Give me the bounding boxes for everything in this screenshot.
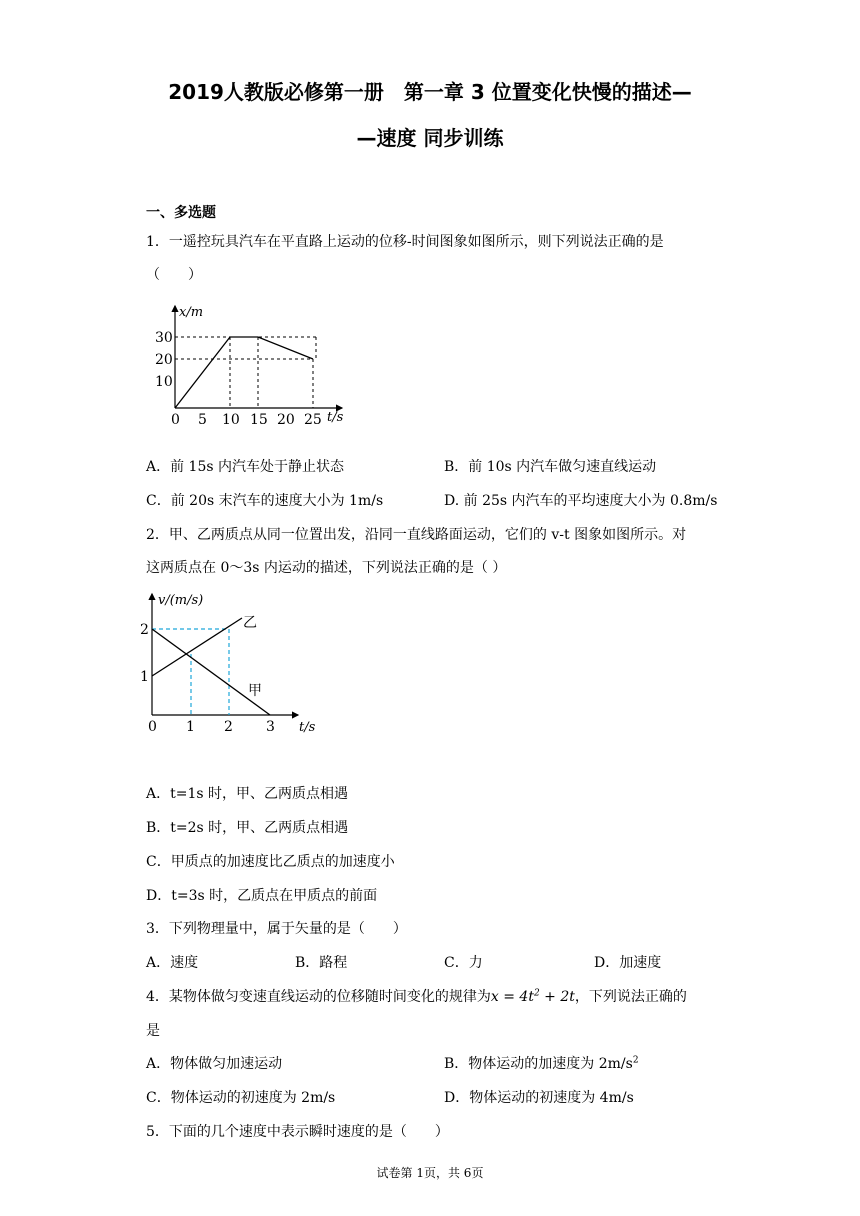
q1-x-axis-label: t/s [327, 410, 344, 425]
q2-line-jia [152, 629, 270, 715]
q2-stem-line-1: 2．甲、乙两质点从同一位置出发，沿同一直线路面运动，它们的 v-t 图象如图所示。对 [146, 527, 687, 543]
q1-x-tick-5: 5 [198, 412, 207, 428]
section-heading: 一、多选题 [146, 205, 216, 221]
q4-stem-line-2: 是 [146, 1023, 160, 1039]
q3-option-c: C．力 [444, 955, 483, 971]
q1-option-a: A．前 15s 内汽车处于静止状态 [146, 459, 345, 475]
q1-option-d: D. 前 25s 内汽车的平均速度大小为 0.8m/s [444, 493, 718, 509]
q4-formula: $x = 4t^2 + 2t$ [490, 988, 575, 1005]
q2-stem-line-2: 这两质点在 0～3s 内运动的描述，下列说法正确的是（ ） [146, 560, 507, 576]
q3-option-a: A．速度 [146, 955, 199, 971]
q2-option-b: B．t=2s 时，甲、乙两质点相遇 [146, 820, 349, 836]
q2-x-tick-1: 1 [186, 719, 195, 735]
q4-stem-before: 4．某物体做匀变速直线运动的位移随时间变化的规律为 [146, 989, 491, 1005]
q1-y-tick-10: 10 [155, 374, 173, 390]
q1-stem-line-2: （ ） [146, 267, 202, 283]
q1-option-b: B．前 10s 内汽车做匀速直线运动 [444, 459, 657, 475]
title-line-1: 2019人教版必修第一册 第一章 3 位置变化快慢的描述— [168, 80, 692, 104]
title-line-2: —速度 同步训练 [356, 126, 504, 150]
q5-stem: 5．下面的几个速度中表示瞬时速度的是（ ） [146, 1124, 449, 1140]
q2-label-yi: 乙 [243, 615, 257, 631]
q2-x-axis-label: t/s [299, 720, 316, 735]
q1-y-axis-label: x/m [179, 305, 204, 320]
q3-option-b: B．路程 [295, 955, 348, 971]
q4-stem-after: ，下列说法正确的 [574, 989, 687, 1005]
q4-option-b: B．物体运动的加速度为 $2m/s^2$ [444, 1055, 639, 1072]
q2-option-a: A．t=1s 时，甲、乙两质点相遇 [146, 786, 349, 802]
q4-option-a: A．物体做匀加速运动 [146, 1056, 283, 1072]
page-footer: 试卷第 1页，共 6页 [376, 1166, 484, 1180]
q4-option-d: D．物体运动的初速度为 4m/s [444, 1090, 634, 1106]
q2-option-d: D．t=3s 时，乙质点在甲质点的前面 [146, 888, 378, 904]
q2-x-tick-2: 2 [224, 719, 233, 735]
q2-vt-graph [140, 588, 330, 738]
q1-x-tick-20: 20 [277, 412, 295, 428]
q1-y-tick-20: 20 [155, 352, 173, 368]
q1-stem-line-1: 1．一遥控玩具汽车在平直路上运动的位移-时间图象如图所示，则下列说法正确的是 [146, 234, 664, 250]
q1-x-tick-10: 10 [222, 412, 240, 428]
q1-x-tick-15: 15 [250, 412, 268, 428]
q1-xt-graph [146, 300, 356, 430]
q2-y-tick-2: 2 [140, 622, 149, 638]
q1-x-tick-25: 25 [304, 412, 322, 428]
q3-stem: 3．下列物理量中，属于矢量的是（ ） [146, 921, 407, 937]
q2-y-tick-1: 1 [140, 669, 149, 685]
q3-option-d: D．加速度 [594, 955, 662, 971]
q2-x-tick-3: 3 [266, 719, 275, 735]
q4-stem-line-1 [146, 986, 687, 1006]
q2-option-c: C．甲质点的加速度比乙质点的加速度小 [146, 854, 395, 870]
q2-x-tick-0: 0 [148, 719, 157, 735]
q1-x-tick-0: 0 [171, 412, 180, 428]
q1-option-c: C．前 20s 末汽车的速度大小为 1m/s [146, 493, 384, 509]
q1-y-tick-30: 30 [155, 330, 173, 346]
q2-y-axis-label: v/(m/s) [158, 593, 204, 608]
q2-label-jia: 甲 [248, 683, 262, 699]
q1-position-line [175, 337, 313, 408]
q4-option-c: C．物体运动的初速度为 2m/s [146, 1090, 336, 1106]
